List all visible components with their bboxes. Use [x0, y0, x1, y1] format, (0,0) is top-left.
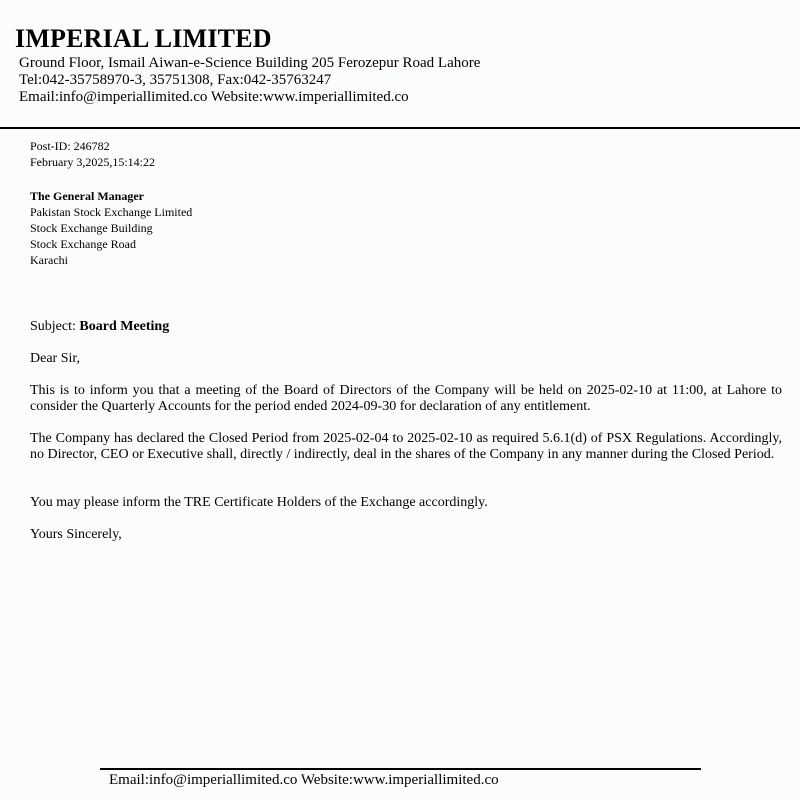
subject-line: [30, 319, 169, 335]
closing: Yours Sincerely,: [30, 527, 122, 542]
paragraph-inform-holders: You may please inform the TRE Certificate Holders of the Exchange accordingly.: [30, 495, 488, 510]
paragraph-closed-period: The Company has declared the Closed Period from 2025-02-04 to 2025-02-10 as required 5.6.1(d) of PSX Regulations. Accordingly, no Director, CEO or Executive shall, directly / indirectly, deal in the shares of the Company in any manner during the Closed Period.: [30, 431, 782, 462]
recipient-title: The General Manager: [30, 189, 144, 203]
subject-label: Subject:: [30, 319, 76, 334]
recipient-block: [30, 188, 192, 268]
salutation: Dear Sir,: [30, 351, 80, 366]
subject-text: Board Meeting: [79, 319, 170, 334]
recipient-line-city: Karachi: [30, 253, 68, 267]
company-phone-fax: Tel:042-35758970-3, 35751308, Fax:042-35763247: [19, 72, 332, 88]
paragraph-board-meeting: This is to inform you that a meeting of the Board of Directors of the Company will be held on 2025-02-10 at 11:00, at Lahore to consider the Quarterly Accounts for the period ended 2024-09-30 for declaration of any entitlement.: [30, 383, 782, 414]
footer-divider: [100, 768, 701, 770]
company-email-website: Email:info@imperiallimited.co Website:www.imperiallimited.co: [19, 89, 409, 105]
recipient-line-building: Stock Exchange Building: [30, 221, 153, 235]
recipient-line-organization: Pakistan Stock Exchange Limited: [30, 205, 193, 219]
post-id: Post-ID: 246782: [30, 139, 110, 153]
company-name: IMPERIAL LIMITED: [15, 24, 272, 53]
header-divider: [0, 127, 800, 129]
post-date: February 3,2025,15:14:22: [30, 155, 155, 169]
recipient-line-road: Stock Exchange Road: [30, 237, 136, 251]
footer-email-website: Email:info@imperiallimited.co Website:www.imperiallimited.co: [109, 772, 499, 788]
company-address: Ground Floor, Ismail Aiwan-e-Science Building 205 Ferozepur Road Lahore: [19, 55, 481, 71]
